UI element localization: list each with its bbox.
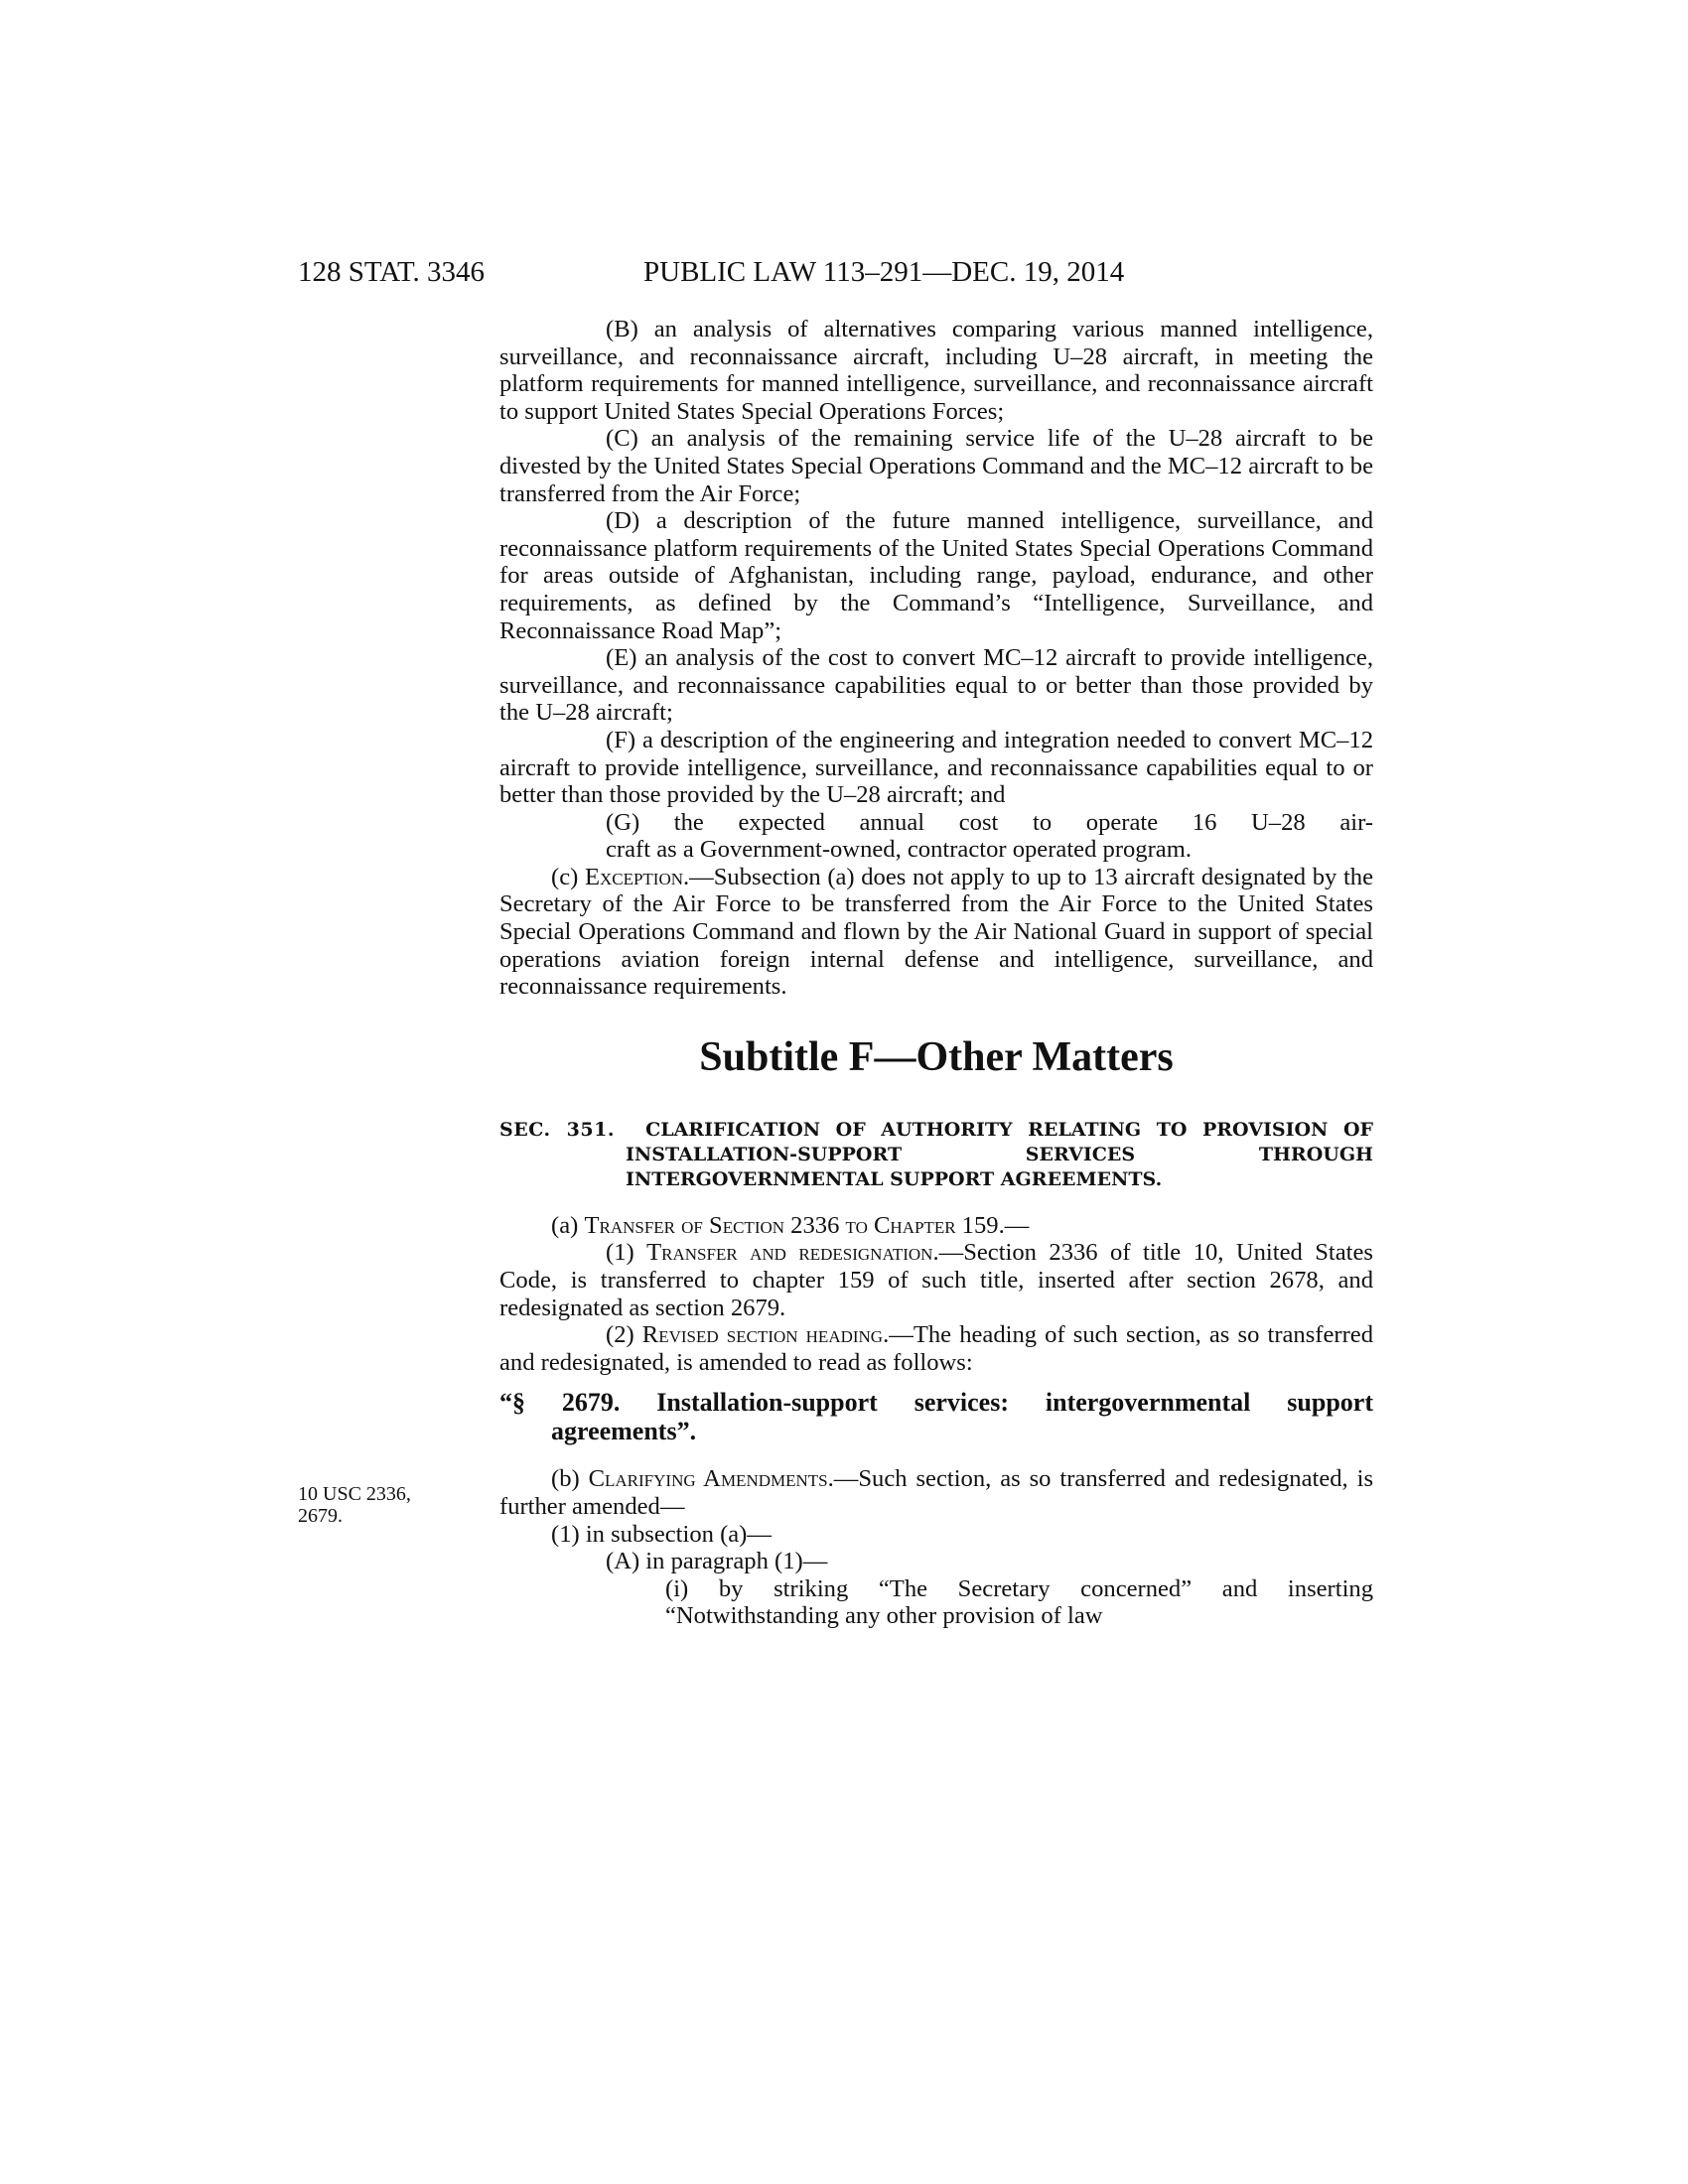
section-number: SEC. 351. <box>499 1118 615 1141</box>
paragraph-a2-label: Revised section heading <box>641 1321 884 1349</box>
body-text <box>499 316 1373 1630</box>
subtitle-heading: Subtitle F—Other Matters <box>699 1033 1174 1080</box>
paragraph-a1-prefix: (1) <box>606 1239 647 1267</box>
paragraph-g-line-2: craft as a Government-owned, contractor operated program. <box>606 836 1192 864</box>
subsection-a <box>499 1212 1373 1240</box>
clause-bi: (i) by striking “The Secretary concerned” and inserting “Notwithstanding any other provision of law <box>665 1574 1373 1630</box>
exception-text: .—Subsection (a) does not apply to up to 13 aircraft designated by the Secretary of the Air Force to be transferred from the Air Force to the United States Special Operations Command and flown by the Air National Guard in support of special operations aviation foreign internal defense and intelligence, surveillance, and reconnaissance requirements. <box>499 863 1373 1001</box>
subparagraph-bA: (A) in paragraph (1)— <box>606 1548 828 1575</box>
subsection-b-label: Clarifying Amendments <box>588 1465 828 1493</box>
paragraph-a1-text: .—Section 2336 of title 10, United States Code, is transferred to chapter 159 of such title, inserted after section 2678, and redesignated as section 2679. <box>499 1239 1373 1321</box>
paragraph-f: (F) a description of the engineering and integration needed to convert MC–12 aircraft to provide intelligence, surveillance, and reconnaissance capabilities equal to or better than those provided by the U–28 aircraft; and <box>499 726 1373 809</box>
subsection-b <box>499 1465 1373 1520</box>
paragraph-g-line-1: (G) the expected annual cost to operate 16 U–28 air- <box>606 808 1373 836</box>
subsection-a-label: Transfer of Section 2336 to Chapter 159 <box>584 1211 999 1239</box>
margin-citation <box>298 1483 467 1527</box>
paragraph-a2-prefix: (2) <box>606 1321 642 1349</box>
codified-section-heading: “§ 2679. Installation-support services: intergovernmental support agreements”. <box>499 1388 1373 1446</box>
paragraph-a2 <box>499 1321 1373 1376</box>
subsection-b-prefix: (b) <box>551 1465 589 1493</box>
margin-citation-line-2: 2679. <box>298 1505 343 1527</box>
paragraph-a2-text: .—The heading of such section, as so transferred and redesignated, is amended to read as follows: <box>499 1321 1373 1376</box>
section-title: CLARIFICATION OF AUTHORITY RELATING TO PROVISION OF INSTALLATION-SUPPORT SERVICES THROUGH INTERGOVERNMENTAL SUPPORT AGREEMENTS. <box>626 1118 1373 1190</box>
paragraph-exception <box>499 864 1373 1001</box>
exception-label: Exception <box>584 863 684 890</box>
paragraph-b: (B) an analysis of alternatives comparing various manned intelligence, surveillance, and reconnaissance aircraft, including U–28 aircraft, in meeting the platform requirements for manned intelligence, surveillance, and reconnaissance aircraft to support United States Special Operations Forces; <box>499 316 1373 425</box>
paragraph-e: (E) an analysis of the cost to convert MC–12 aircraft to provide intelligence, surveillance, and reconnaissance capabilities equal to or better than those provided by the U–28 aircraft; <box>499 644 1373 727</box>
section-heading <box>499 1118 1373 1192</box>
subsection-b-text: .—Such section, as so transferred and redesignated, is further amended— <box>499 1465 1374 1520</box>
paragraph-c: (C) an analysis of the remaining service life of the U–28 aircraft to be divested by the United States Special Operations Command and the MC–12 aircraft to be transferred from the Air Force; <box>499 425 1373 507</box>
margin-citation-line-1: 10 USC 2336, <box>298 1483 411 1505</box>
exception-prefix: (c) <box>551 863 585 890</box>
paragraph-g <box>499 809 1373 864</box>
public-law-header: PUBLIC LAW 113–291—DEC. 19, 2014 <box>643 256 1125 288</box>
running-header <box>298 252 1390 292</box>
paragraph-d: (D) a description of the future manned intelligence, surveillance, and reconnaissance platform requirements of the United States Special Operations Command for areas outside of Afghanistan, including range, payload, endurance, and other requirements, as defined by the Command’s “Intelligence, Surveillance, and Reconnaissance Road Map”; <box>499 507 1373 644</box>
paragraph-a1-label: Transfer and redesignation <box>646 1239 933 1267</box>
subsection-a-suffix: .— <box>998 1211 1030 1239</box>
subsection-a-prefix: (a) <box>551 1211 585 1239</box>
paragraph-a1 <box>499 1239 1373 1321</box>
paragraph-b1: (1) in subsection (a)— <box>551 1520 772 1548</box>
stat-page-number: 128 STAT. 3346 <box>298 256 486 288</box>
